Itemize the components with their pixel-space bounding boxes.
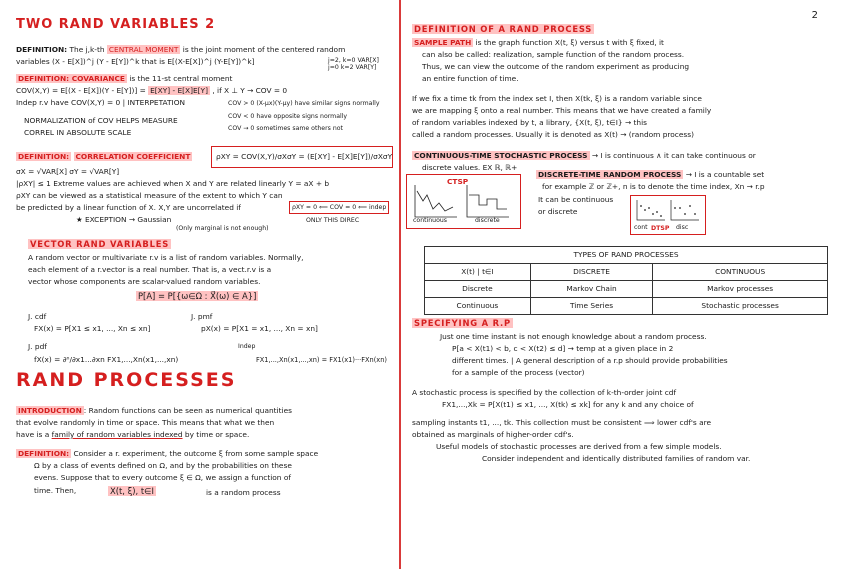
jpmf-label: J. pmf — [191, 312, 213, 321]
section-title-two-rand-vars: TWO RAND VARIABLES 2 — [16, 17, 216, 32]
dtsp-line — [536, 170, 764, 180]
correl-line: CORREL IN ABSOLUTE SCALE — [24, 128, 132, 137]
disc-label: discrete — [475, 217, 500, 224]
introduction-line-2: that evolve randomly in time or space. This means that what we then — [16, 418, 275, 427]
fix-time-line-1: If we fix a time tk from the index set I, then X(tk, ξ) is a random variable since — [412, 94, 702, 103]
def-rand-process-title: DEFINITION OF A RAND PROCESS — [414, 24, 593, 34]
vec-line-2: each element of a r.vector is a real number. That is, a vect.r.v is a — [28, 265, 272, 274]
dt-point — [679, 207, 681, 209]
def-label: DEFINITION: — [16, 45, 68, 54]
dt-point — [656, 211, 658, 213]
table-head-cell: CONTINUOUS — [653, 264, 828, 281]
table-header-row — [425, 264, 828, 281]
intro-3b: family of random variables indexed — [51, 430, 183, 439]
introduction-line-1 — [16, 406, 292, 416]
def-rp-line-1 — [16, 449, 318, 459]
def-rp-line-2: Ω by a class of events defined on Ω, and by the probabilities on these — [34, 461, 292, 470]
cov-formula-highlight: E[XY] - E[X]E[Y] — [150, 86, 208, 95]
table-title-row — [425, 247, 828, 264]
dt-cont-label: cont — [634, 224, 648, 231]
rho-bound: |ρXY| ≤ 1 Extreme values are achieved when X and Y are related linearly Y = aX + b — [16, 179, 330, 188]
ctsp-text: → I is continuous ∧ it can take continuous or — [591, 151, 756, 160]
table-cell: Time Series — [530, 298, 652, 315]
indep-label: Indep — [238, 343, 256, 350]
spec-line-1: Just one time instant is not enough knowledge about a random process. — [440, 332, 707, 341]
jpdf-label: J. pdf — [28, 342, 47, 351]
spec-line-4: for a sample of the process (vector) — [452, 368, 585, 377]
ctsp-plots-box — [406, 174, 521, 229]
only-marginal-note: (Only marginal is not enough) — [176, 225, 269, 232]
rp-formula: X(t, ξ), t∈I — [110, 486, 154, 496]
sample-path-label: SAMPLE PATH — [414, 38, 472, 47]
table-cell: Discrete — [425, 281, 531, 298]
sigma-definitions: σX = √VAR[X] σY = √VAR[Y] — [16, 167, 120, 176]
table-cell: Continuous — [425, 298, 531, 315]
introduction-line-3 — [16, 430, 249, 440]
rho-formula: ρXY = COV(X,Y)/σXσY = (E[XY] - E[X]E[Y])/σXσY — [216, 152, 393, 161]
dtsp-label-key: DISCRETE-TIME RANDOM PROCESS — [538, 170, 682, 179]
dt-disc-label: disc — [676, 224, 689, 231]
specifying-rp-title: SPECIFYING A R.P — [414, 318, 511, 328]
fix-time-line-4: called a random processes. Usually it is denoted as X(t) → (random process) — [412, 130, 694, 139]
disc-axes — [467, 185, 509, 217]
vec-line-3: vector whose components are scalar-valued random variables. — [28, 277, 261, 286]
def-rp-line-3: evens. Suppose that to every outcome ξ ∈ Ω, we assign a function of — [34, 473, 291, 482]
cov-formula-tail: , if X ⊥ Y → COV = 0 — [212, 86, 288, 95]
dtsp-line-3: It can be continuous — [538, 195, 614, 204]
table-cell: Markov Chain — [530, 281, 652, 298]
def-text: The j,k-th — [69, 45, 105, 54]
def-covariance — [16, 74, 232, 84]
intro-3a: have is a — [16, 430, 50, 439]
ctsp-line-2: discrete values. EX ℝ, ℝ+ — [422, 163, 518, 172]
dt-point — [644, 209, 646, 211]
table-head-cell: X(t) | t∈I — [425, 264, 531, 281]
def-corr-label: DEFINITION: — [18, 152, 70, 161]
table-title: TYPES OF RAND PROCESSES — [425, 247, 828, 264]
introduction-label: INTRODUCTION — [18, 406, 82, 415]
sample-path-line-4: an entire function of time. — [422, 74, 519, 83]
uncorrelated-box — [289, 201, 389, 214]
sample-path-line-1 — [412, 38, 664, 48]
cont-axes — [415, 185, 457, 217]
dt-point — [689, 205, 691, 207]
central-moment-key: CENTRAL MOMENT — [108, 45, 179, 54]
intro-text-1: : Random functions can be seen as numerical quantities — [83, 406, 292, 415]
types-table — [424, 246, 828, 315]
intro-3c: by time or space. — [184, 430, 250, 439]
ctsp-sketch — [409, 181, 514, 221]
ctsp-label: CTSP — [447, 177, 469, 186]
spec-line-3: different times. | A general description of a r.p should provide probabilities — [452, 356, 728, 365]
dtsp-sketch — [633, 198, 703, 224]
dtsp-plots-box — [630, 195, 706, 235]
dt-point — [660, 215, 662, 217]
rho-view: ρXY can be viewed as a statistical measure of the extent to which Y can — [16, 191, 283, 200]
def-text-2: is the joint moment of the centered random — [182, 45, 346, 54]
exception-gaussian: ★ EXCEPTION → Gaussian — [76, 215, 172, 224]
page-divider — [399, 0, 401, 569]
dt-point — [652, 213, 654, 215]
normalization-line: NORMALIZATION of COV HELPS MEASURE — [24, 116, 178, 125]
cont-label: continuous — [413, 217, 448, 224]
vec-line-1: A random vector or multivariate r.v is a list of random variables. Normally, — [28, 253, 304, 262]
var-x-note: j=2, k=0 VAR[X] — [328, 57, 379, 64]
page-number: 2 — [811, 10, 818, 21]
jcdf-label: J. cdf — [28, 312, 47, 321]
covariance-text: is the 11-st central moment — [129, 74, 233, 83]
useful-line-1: Useful models of stochastic processes are derived from a few simple models. — [436, 442, 722, 451]
jpmf-formula: pX(x) = P[X1 = x1, ..., Xn = xn] — [201, 324, 318, 333]
var-y-note: j=0 k=2 VAR[Y] — [328, 64, 377, 71]
sample-path-line-2: can also be called: realization, sample function of the random process. — [422, 50, 685, 59]
corr-coef-key: CORRELATION COEFFICIENT — [75, 152, 191, 161]
sample-path-text: is the graph function X(t, ξ) versus t with ξ fixed, it — [475, 38, 664, 47]
cov-formula — [16, 86, 287, 96]
dt-point — [684, 213, 686, 215]
cont-path — [417, 191, 453, 211]
dtsp-line-2: for example ℤ or ℤ+, n is to denote the time index, Xn → r.p — [542, 182, 765, 191]
useful-line-2: Consider independent and identically distributed families of random var. — [482, 454, 751, 463]
table-row — [425, 298, 828, 315]
def-rp-label: DEFINITION: — [18, 449, 70, 458]
stoch-line-1: A stochastic process is specified by the collection of k-th-order joint cdf — [412, 388, 677, 397]
jcdf-formula: FX(x) = P[X1 ≤ x1, ..., Xn ≤ xn] — [34, 324, 151, 333]
indep-formula: FX1,...,Xn(x1,...,xn) = FX1(x1)···FXn(xn) — [256, 356, 387, 364]
dtsp-label: DTSP — [651, 225, 670, 232]
rand-processes-title: RAND PROCESSES — [16, 369, 237, 391]
dt-disc-points — [674, 205, 696, 215]
def-central-moment — [16, 45, 345, 55]
def-correlation — [16, 152, 192, 162]
dtsp-text: → I is a countable set — [685, 170, 765, 179]
dt-point — [674, 207, 676, 209]
ctsp-line — [412, 151, 756, 161]
rho-pred: be predicted by a linear function of X. X,Y are uncorrelated if — [16, 203, 241, 212]
table-cell: Stochastic processes — [653, 298, 828, 315]
stoch-line-4: obtained as marginals of higher-order cdf's. — [412, 430, 574, 439]
table-cell: Markov processes — [653, 281, 828, 298]
central-moment-formula: variables (X - E[X])^j (Y - E[Y])^k that is E[(X-E[X])^j (Y-E[Y])^k] — [16, 57, 255, 66]
dtsp-line-4: or discrete — [538, 207, 578, 216]
fix-time-line-3: of random variables indexed by t, a library, {X(t, ξ), t∈I} → this — [412, 118, 647, 127]
covariance-key: DEFINITION: COVARIANCE — [18, 74, 125, 83]
table-row — [425, 281, 828, 298]
dt-point — [648, 207, 650, 209]
stoch-line-3: sampling instants t1, ..., tk. This collection must be consistent ⟹ lower cdf's are — [412, 418, 712, 427]
rho-formula-box — [211, 146, 393, 168]
dt-disc-axes — [671, 200, 699, 220]
cov-formula-left: COV(X,Y) = E[(X - E[X])(Y - E[Y])] = — [16, 86, 146, 95]
jpdf-formula: fX(x) = ∂ⁿ/∂x1...∂xn FX1,...,Xn(x1,...,xn) — [34, 355, 179, 364]
def-rp-line-4: time. Then, — [34, 486, 77, 495]
only-this-direction: ONLY THIS DIREC — [306, 217, 360, 224]
fix-time-line-2: we are mapping ξ onto a real number. This means that we have created a family — [412, 106, 712, 115]
ctsp-label-key: CONTINUOUS-TIME STOCHASTIC PROCESS — [414, 151, 588, 160]
disc-path — [469, 195, 507, 209]
interp-positive: COV > 0 (X-μx)(Y-μy) have similar signs normally — [228, 100, 380, 107]
sample-path-line-3: Thus, we can view the outcome of the random experiment as producing — [422, 62, 690, 71]
interp-negative: COV < 0 have opposite signs normally — [228, 113, 348, 120]
uncorrelated-condition: ρXY = 0 ⟸ COV = 0 ⟸ indep — [292, 204, 387, 211]
def-rp-text-1: Consider a r. experiment, the outcome ξ from some sample space — [73, 449, 319, 458]
vector-prob-formula: P[A] = P[{ω∈Ω : X⃗(ω) ∈ A}] — [138, 291, 257, 301]
dt-cont-axes — [637, 200, 665, 220]
vector-rand-vars-title: VECTOR RAND VARIABLES — [30, 239, 170, 249]
stoch-line-2: FX1,...,Xk = P[X(t1) ≤ x1, ..., X(tk) ≤ xk] for any k and any choice of — [442, 400, 694, 409]
dt-point — [694, 213, 696, 215]
rp-formula-tail: is a random process — [206, 488, 281, 497]
dt-point — [640, 205, 642, 207]
dt-cont-points — [640, 205, 662, 217]
spec-line-2: P[a < X(t1) < b, c < X(t2) ≤ d] → temp at a given place in 2 — [452, 344, 674, 353]
table-head-cell: DISCRETE — [530, 264, 652, 281]
interp-zero: COV → 0 sometimes same others not — [228, 125, 343, 132]
indep-cov-line: Indep r.v have COV(X,Y) = 0 | INTERPETATION — [16, 98, 186, 107]
